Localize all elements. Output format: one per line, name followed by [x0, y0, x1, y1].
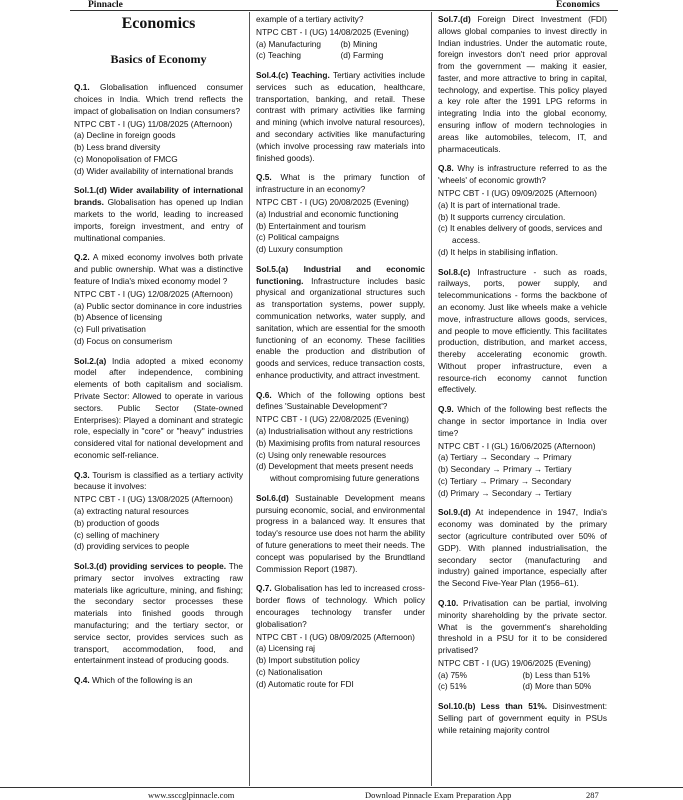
option: (a) Industrial and economic functioning — [256, 208, 399, 219]
column-3 — [438, 14, 607, 786]
option-row — [438, 681, 607, 693]
option: (d) Automatic route for FDI — [256, 678, 354, 689]
question-number: Q.4. — [74, 675, 90, 686]
solution-head: Sol.5.(a) Industrial and economic functioning. — [256, 263, 425, 286]
solution-2 — [74, 356, 243, 462]
option: (c) Teaching — [256, 50, 302, 61]
solution-text: Foreign Direct Investment (FDI) allows global companies to invest directly in Indian industries. Under the automatic route, foreign investors don't need prior approval from the government — making it easier, faster, and more attractive to bring in capital, technology, and expertise. This policy played a key role after the 1991 LPG reforms in integrating India into the global economy, ensuring inflow of modern technologies in areas like automobiles, telecom, IT, and pharmaceuticals. — [438, 14, 607, 154]
option: (a) Manufacturing — [256, 38, 322, 49]
solution-10 — [438, 701, 607, 736]
option: (b) Import substitution policy — [256, 655, 360, 666]
option: (b) Maximising profits from natural resources — [256, 437, 421, 448]
option: (c) Monopolisation of FMCG — [74, 153, 178, 164]
option: (a) Industrialisation without any restrictions — [256, 426, 413, 436]
question-text: Which of the following best reflects the change in sector importance in India over time? — [438, 404, 607, 438]
question-9 — [438, 404, 607, 499]
question-number: Q.8. — [438, 163, 454, 174]
option: (b) Absence of licensing — [74, 312, 163, 323]
page-header — [0, 0, 683, 10]
question-text: Which of the following is an — [89, 675, 193, 686]
question-text: example of a tertiary activity? — [256, 14, 364, 24]
option: (a) Public sector dominance in core industries — [74, 300, 242, 311]
question-text: Which of the following options best defines 'Sustainable Development'? — [256, 389, 425, 412]
option-row — [438, 670, 607, 682]
option: (d) Primary → Secondary → Tertiary — [438, 487, 572, 498]
solution-9 — [438, 507, 607, 589]
question-number: Q.7. — [256, 583, 272, 594]
question-source: NTPC CBT - I (GL) 16/06/2025 (Afternoon) — [438, 440, 596, 451]
option-row — [256, 50, 425, 62]
solution-7 — [438, 14, 607, 155]
solution-8 — [438, 267, 607, 397]
option: (c) It enables delivery of goods, services and access. — [438, 223, 603, 246]
solution-text: Infrastructure - such as roads, railways, ports, power supply, and telecommunications - forms the backbone of an economy. Just like wheels make a vehicle move, infrastructure allows goods, services, and people to move efficiently. This facilitates production, distribution, and market access, thereby accelerating economic growth. Without proper infrastructure, even a resource-rich economy cannot function effectively. — [438, 266, 607, 395]
question-source: NTPC CBT - I (UG) 22/08/2025 (Evening) — [256, 414, 409, 425]
solution-1 — [74, 185, 243, 244]
option: (d) Focus on consumerism — [74, 335, 173, 346]
option: (d) Farming — [340, 50, 384, 61]
option: (c) Using only renewable resources — [256, 449, 387, 460]
option: (d) Development that meets present needs without compromising future generations — [256, 461, 420, 484]
question-source: NTPC CBT - I (UG) 11/08/2025 (Afternoon) — [74, 118, 233, 129]
solution-head: Sol.7.(d) — [438, 14, 471, 24]
solution-head: Sol.8.(c) — [438, 266, 471, 277]
question-number: Q.3. — [74, 469, 90, 480]
option: (a) Licensing raj — [256, 643, 316, 654]
solution-text: The primary sector involves extracting raw materials like agriculture, mining, and fishing; the secondary sector processes these materials into finished goods through manufacturing; and the tertiary sector, or service sector, provides services such as transport, accommodation, food, and entertainment instead of producing goods. — [74, 561, 243, 666]
question-text: Globalisation has led to increased cross-border flows of technology. Which policy encourages technology transfer under globalisation? — [256, 583, 425, 629]
page-title: Economics — [121, 15, 196, 32]
question-text: Tourism is classified as a tertiary activity because it involves: — [74, 469, 243, 492]
option: (d) providing services to people — [74, 541, 190, 552]
footer-app-promo: Download Pinnacle Exam Preparation App — [365, 790, 512, 800]
solution-text: Globalisation has opened up Indian markets to the world, leading to increased imports, foreign investment, and entry of multinational companies. — [74, 197, 243, 243]
option: (c) selling of machinery — [74, 529, 160, 540]
question-3 — [74, 470, 243, 553]
question-source: NTPC CBT - I (UG) 12/08/2025 (Afternoon) — [74, 288, 233, 299]
column-1 — [74, 14, 243, 786]
solution-text: Disinvestment: Selling part of government equity in PSUs while retaining majority control — [438, 701, 607, 735]
solution-text: Infrastructure includes basic physical and organizational structures such as transportation systems, power supply, communication networks, water supply, and sanitation, which are essential for the smooth functioning of an economy. These facilities enable the production and distribution of goods and services, reduce transaction costs, enhance productivity, and attract investment. — [256, 275, 425, 380]
question-number: Q.1. — [74, 82, 90, 93]
column-divider — [249, 12, 250, 786]
question-5 — [256, 172, 425, 255]
footer-website-link[interactable]: www.ssccglpinnacle.com — [148, 790, 235, 800]
header-rule — [70, 10, 618, 11]
option: (b) Less than 51% — [522, 669, 590, 680]
question-number: Q.5. — [256, 172, 272, 183]
solution-head: Sol.2.(a) — [74, 355, 107, 366]
question-10 — [438, 598, 607, 693]
column-2 — [256, 14, 425, 786]
question-4-continued — [256, 14, 425, 62]
solution-head: Sol.3.(d) providing services to people. — [74, 561, 226, 572]
question-number: Q.6. — [256, 389, 272, 400]
solution-head: Sol.1.(d) Wider availability of international brands. — [74, 185, 243, 208]
question-text: Why is infrastructure referred to as the 'wheels' of economic growth? — [438, 163, 607, 186]
option: (d) More than 50% — [522, 681, 592, 692]
option-row — [256, 39, 425, 51]
option: (b) Mining — [340, 38, 378, 49]
option: (c) Tertiary → Primary → Secondary — [438, 475, 572, 486]
solution-text: At independence in 1947, India's economy was dominated by the primary sector (agriculture contributed over 50% of GDP). With planned industrialisation, the secondary sector (manufacturing and industry) gained importance, especially after the Second Five-Year Plan (1956–61). — [438, 507, 607, 589]
column-divider — [431, 12, 432, 786]
question-source: NTPC CBT - I (UG) 19/06/2025 (Evening) — [438, 657, 591, 668]
option: (a) It is part of international trade. — [438, 199, 561, 210]
option: (b) production of goods — [74, 517, 160, 528]
solution-head: Sol.4.(c) Teaching. — [256, 70, 330, 81]
question-1 — [74, 82, 243, 177]
option: (d) Wider availability of international brands — [74, 165, 234, 176]
section-title: Basics of Economy — [110, 52, 207, 67]
solution-head: Sol.10.(b) Less than 51%. — [438, 701, 548, 712]
question-text: Globalisation influenced consumer choices in India. Which trend reflects the impact of globalisation on Indian consumers? — [74, 82, 243, 116]
solution-text: India adopted a mixed economy model after independence, combining elements of both capitalism and socialism. Private Sector: Allowed to operate in various sectors. Public Sector (State-owned Enterprises): Played a dominant and strategic role, especially in "core" or "heavy" industries considered vital for national development and economic self-reliance. — [74, 355, 243, 460]
question-number: Q.10. — [438, 597, 459, 608]
solution-head: Sol.9.(d) — [438, 507, 471, 518]
option: (b) It supports currency circulation. — [438, 211, 566, 222]
question-6 — [256, 390, 425, 485]
page-footer — [0, 787, 683, 800]
question-text: A mixed economy involves both private and public ownership. What was a distinctive feature of India's mixed economy model ? — [74, 252, 243, 286]
question-7 — [256, 583, 425, 690]
solution-text: Sustainable Development means pursuing economic, social, and environmental progress in a balanced way. It ensures that today's resource use does not harm the ability of future generations to meet their needs. The concept was popularised by the Brundtland Commission Report (1987). — [256, 492, 425, 574]
option: (a) Tertiary → Secondary → Primary — [438, 452, 572, 463]
option: (d) It helps in stabilising inflation. — [438, 246, 558, 257]
solution-6 — [256, 493, 425, 575]
page-number: 287 — [586, 790, 599, 800]
header-right: Economics — [556, 0, 600, 10]
option: (b) Secondary → Primary → Tertiary — [438, 464, 572, 475]
question-source: NTPC CBT - I (UG) 13/08/2025 (Afternoon) — [74, 494, 233, 505]
header-left: Pinnacle — [88, 0, 123, 10]
option: (a) 75% — [438, 669, 468, 680]
solution-text: Tertiary activities include services such as education, healthcare, transportation, banking, and retail. These contrast with primary activities like farming and mining (which involve natural resources), and secondary activities like manufacturing (which involve processing raw materials into finished goods). — [256, 70, 425, 163]
option: (d) Luxury consumption — [256, 244, 343, 255]
option: (c) Full privatisation — [74, 324, 146, 335]
question-source: NTPC CBT - I (UG) 09/09/2025 (Afternoon) — [438, 187, 597, 198]
solution-3 — [74, 561, 243, 667]
question-2 — [74, 252, 243, 347]
option: (b) Entertainment and tourism — [256, 220, 366, 231]
option: (a) extracting natural resources — [74, 506, 189, 516]
question-source: NTPC CBT - I (UG) 20/08/2025 (Evening) — [256, 196, 409, 207]
option: (c) 51% — [438, 681, 467, 692]
question-4 — [74, 675, 243, 687]
option: (b) Less brand diversity — [74, 142, 161, 153]
question-source: NTPC CBT - I (UG) 08/09/2025 (Afternoon) — [256, 631, 415, 642]
question-number: Q.2. — [74, 252, 90, 263]
question-source: NTPC CBT - I (UG) 14/08/2025 (Evening) — [256, 26, 409, 37]
question-text: What is the primary function of infrastructure in an economy? — [256, 172, 425, 195]
question-8 — [438, 163, 607, 258]
solution-5 — [256, 264, 425, 382]
question-number: Q.9. — [438, 404, 454, 415]
option: (a) Decline in foreign goods — [74, 130, 176, 141]
solution-4 — [256, 70, 425, 164]
option: (c) Nationalisation — [256, 666, 323, 677]
question-text: Privatisation can be partial, involving minority shareholding by the private sector. What is the government's shareholding threshold in a PSU for it to be considered privatised? — [438, 597, 607, 656]
solution-head: Sol.6.(d) — [256, 492, 289, 503]
option: (c) Political campaigns — [256, 232, 339, 243]
